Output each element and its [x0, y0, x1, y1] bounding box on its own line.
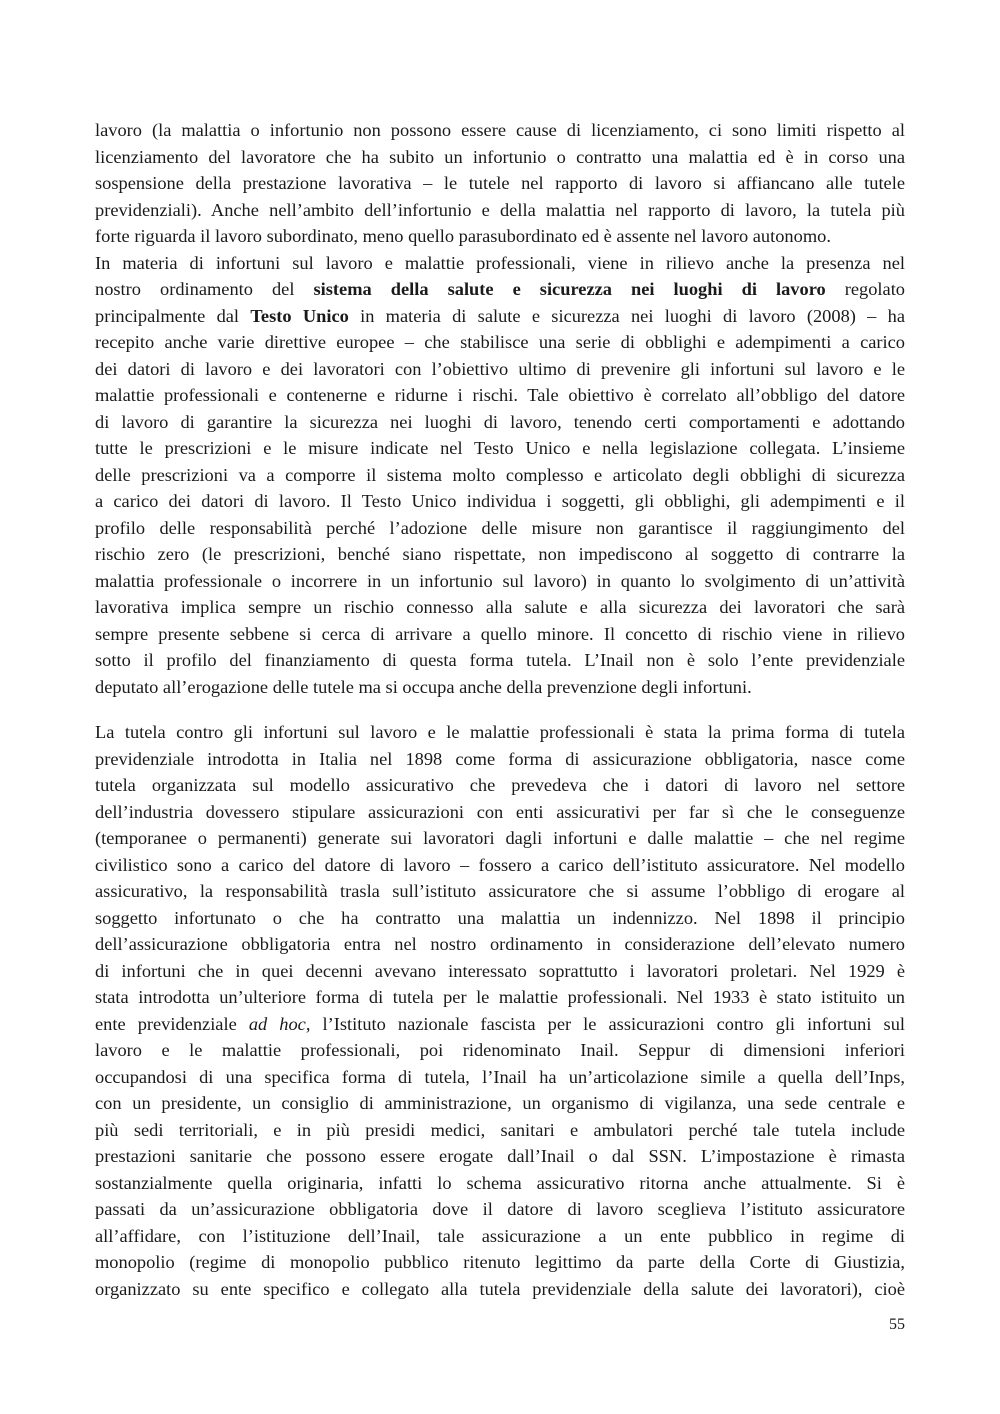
text-line: rischio zero (le prescrizioni, benché siano rispettate, non impediscono al soggetto di contrarre la [95, 544, 905, 564]
text-run: principalmente dal [95, 305, 251, 326]
text-line: forte riguarda il lavoro subordinato, meno quello parasubordinato ed è assente nel lavoro autonomo. [95, 226, 831, 246]
text-line: dei datori di lavoro e dei lavoratori con l’obiettivo ultimo di prevenire gli infortuni sul lavoro e le [95, 358, 905, 379]
text-line: soggetto infortunato o che ha contratto una malattia un indennizzo. Nel 1898 il principio [95, 907, 905, 928]
text-line: a carico dei datori di lavoro. Il Testo Unico individua i soggetti, gli obblighi, gli adempimenti e il [95, 491, 905, 511]
text-line: stata introdotta un’ulteriore forma di tutela per le malattie professionali. Nel 1933 è stato istituito un [95, 987, 905, 1007]
text-run: in materia di salute e sicurezza nei luoghi di lavoro (2008) – ha [348, 305, 905, 326]
text-line: civilistico sono a carico del datore di lavoro – fossero a carico dell’istituto assicuratore. Nel modello [95, 854, 905, 875]
paragraph-2 [95, 719, 905, 1302]
text-line: deputato all’erogazione delle tutele ma si occupa anche della prevenzione degli infortuni. [95, 676, 752, 697]
text-line: La tutela contro gli infortuni sul lavoro e le malattie professionali è stata la prima forma di tutela [95, 722, 905, 742]
text-line: passati da un’assicurazione obbligatoria dove il datore di lavoro sceglieva l’istituto assicuratore [95, 1199, 905, 1219]
text-line: lavorativa implica sempre un rischio connesso alla salute e alla sicurezza dei lavoratori che sarà [95, 597, 905, 617]
page-number: 55 [889, 1316, 905, 1333]
text-line: delle prescrizioni va a comporre il sistema molto complesso e articolato degli obblighi di sicurezza [95, 464, 905, 485]
text-line: occupandosi di una specifica forma di tutela, l’Inail ha un’articolazione simile a quella dell’Inps, [95, 1066, 905, 1087]
text-run: ente previdenziale [95, 1013, 249, 1034]
paragraph-1 [95, 117, 905, 700]
text-line: profilo delle responsabilità perché l’adozione delle misure non garantisce il raggiungimento del [95, 517, 905, 538]
text-line [95, 303, 905, 330]
text-line: sempre presente sebbene si cerca di arrivare a quello minore. Il concetto di rischio viene in rilievo [95, 623, 905, 644]
text-run: nostro ordinamento del [95, 279, 314, 299]
bold-term-safety-system: sistema della salute e sicurezza nei luoghi di lavoro [313, 279, 826, 299]
text-line: organizzato su ente specifico e collegato alla tutela previdenziale della salute dei lavoratori), cioè [95, 1278, 905, 1299]
text-line: dell’assicurazione obbligatoria entra nel nostro ordinamento in considerazione dell’elevato numero [95, 934, 905, 954]
text-line [95, 1011, 905, 1038]
text-line: di infortuni che in quei decenni avevano interessato soprattutto i lavoratori proletari. Nel 1929 è [95, 960, 905, 981]
text-line: previdenziale introdotta in Italia nel 1898 come forma di assicurazione obbligatoria, nasce come [95, 748, 905, 769]
text-line: lavoro (la malattia o infortunio non possono essere cause di licenziamento, ci sono limiti rispetto al [95, 120, 905, 140]
text-line: malattie professionali e contenerne e ridurne i rischi. Tale obiettivo è correlato all’obbligo del datore [95, 385, 905, 405]
text-line: con un presidente, un consiglio di amministrazione, un organismo di vigilanza, una sede centrale e [95, 1093, 905, 1113]
text-line: sospensione della prestazione lavorativa – le tutele nel rapporto di lavoro si affiancano alle tutele [95, 173, 905, 193]
text-line: più sedi territoriali, e in più presidi medici, sanitari e ambulatori perché tale tutela include [95, 1119, 905, 1140]
text-line: dell’industria dovessero stipulare assicurazioni con enti assicurativi per far sì che le conseguenze [95, 801, 905, 822]
text-line [95, 276, 905, 303]
text-line: In materia di infortuni sul lavoro e malattie professionali, viene in rilievo anche la presenza nel [95, 252, 905, 273]
text-line: tutte le prescrizioni e le misure indicate nel Testo Unico e nella legislazione collegata. L’insieme [95, 438, 905, 458]
text-line: recepito anche varie direttive europee – che stabilisce una serie di obblighi e adempimenti a carico [95, 332, 905, 352]
text-line: sotto il profilo del finanziamento di questa forma tutela. L’Inail non è solo l’ente previdenziale [95, 650, 905, 670]
text-line: sostanzialmente quella originaria, infatti lo schema assicurativo ritorna anche attualmente. Si è [95, 1172, 905, 1193]
text-line: tutela organizzata sul modello assicurativo che prevedeva che i datori di lavoro nel settore [95, 775, 905, 795]
italic-term-ad-hoc: ad hoc [248, 1013, 306, 1034]
text-run: regolato [825, 279, 906, 299]
text-line: malattia professionale o incorrere in un infortunio sul lavoro) in quanto lo svolgimento di un’attività [95, 570, 905, 591]
text-line: assicurativo, la responsabilità trasla sull’istituto assicuratore che si assume l’obbligo di erogare al [95, 881, 905, 901]
text-line: prestazioni sanitarie che possono essere erogate dall’Inail o dal SSN. L’impostazione è rimasta [95, 1146, 905, 1166]
text-line: monopolio (regime di monopolio pubblico ritenuto legittimo da parte della Corte di Giustizia, [95, 1252, 905, 1272]
bold-term-testo-unico: Testo Unico [250, 305, 349, 326]
text-line: (temporanee o permanenti) generate sui lavoratori dagli infortuni e dalle malattie – che nel regime [95, 828, 905, 848]
text-run: , l’Istituto nazionale fascista per le assicurazioni contro gli infortuni sul [305, 1013, 905, 1034]
text-line: licenziamento del lavoratore che ha subito un infortunio o contratto una malattia ed è in corso una [95, 146, 905, 167]
text-line: lavoro e le malattie professionali, poi ridenominato Inail. Seppur di dimensioni inferiori [95, 1040, 905, 1060]
text-line: all’affidare, con l’istituzione dell’Inail, tale assicurazione a un ente pubblico in regime di [95, 1225, 905, 1246]
text-line: previdenziali). Anche nell’ambito dell’infortunio e della malattia nel rapporto di lavoro, la tutela più [95, 199, 905, 220]
text-line: di lavoro di garantire la sicurezza nei luoghi di lavoro, tenendo certi comportamenti e adottando [95, 411, 905, 432]
